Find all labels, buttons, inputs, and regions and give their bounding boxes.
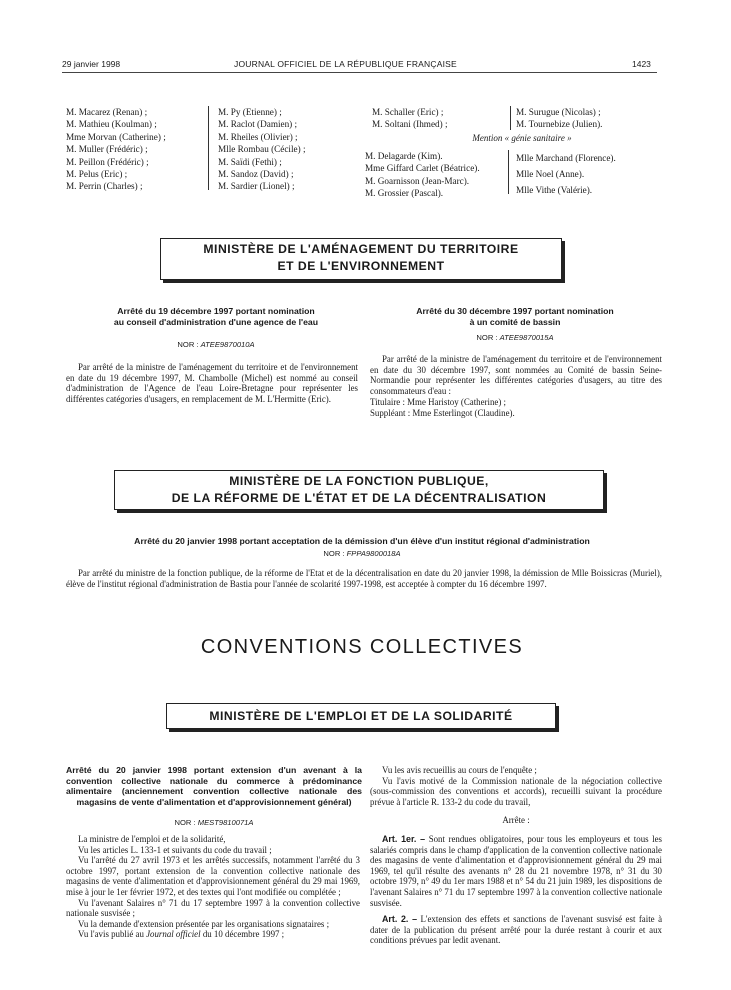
ministere-title-line2: DE LA RÉFORME DE L'ÉTAT ET DE LA DÉCENTRALISATION: [171, 491, 547, 505]
names-column-1: [66, 106, 166, 193]
paragraph: Vu l'arrêté du 27 avril 1973 et les arrêtés successifs, notamment l'arrêté du 3 octobre 1997, portant extension de la convention collective nationale des magasins de vente d'alimentation et d'approvisionnement général du 29 mai 1969, mise à jour le 1er février 1972, et des textes qui l'ont modifiée ou complétée ;: [66, 855, 360, 897]
list-item: M. Saïdi (Fethi) ;: [218, 156, 282, 167]
arrete-2-title: [370, 306, 660, 327]
list-item: M. Grossier (Pascal).: [365, 188, 444, 199]
list-item: M. Tournebize (Julien).: [516, 119, 603, 130]
arrete-1-title: [66, 306, 366, 327]
ministere-title-line2: ET DE L'ENVIRONNEMENT: [277, 259, 445, 273]
list-item: M. Pelus (Eric) ;: [66, 169, 128, 180]
nor-code: ATEE9870015A: [499, 333, 554, 342]
list-item: M. Raclot (Damien) ;: [218, 119, 298, 130]
list-item: M. Muller (Frédéric) ;: [66, 144, 148, 155]
list-item: M. Schaller (Eric) ;: [372, 107, 444, 117]
paragraph: Vu l'avenant Salaires n° 71 du 17 septembre 1997 à la convention collective nationale susvisée ;: [66, 897, 360, 919]
suppleant-line: Suppléant : Mme Esterlingot (Claudine).: [370, 407, 515, 418]
paragraph: Par arrêté du ministre de la fonction publique, de la réforme de l'Etat et de la décentralisation en date du 20 janvier 1998, la démission de Mlle Boissicras (Muriel), élève de l'institut régional d'administration de Bastia pour l'année de scolarité 1997-1998, est acceptée à compter du 16 décembre 1997.: [66, 568, 662, 589]
list-item: Mlle Vithe (Valérie).: [516, 185, 593, 195]
arrete-word: Arrête :: [502, 815, 530, 826]
list-item: M. Soltani (Ihmed) ;: [372, 119, 448, 130]
list-item: Mlle Rombau (Cécile) ;: [218, 144, 306, 155]
page-date: 29 janvier 1998: [62, 59, 121, 69]
arrete-title-line: au conseil d'administration d'une agence de l'eau: [113, 316, 319, 327]
nor-code: FPPA9800018A: [346, 549, 401, 558]
header-rule: [62, 72, 657, 73]
arrete-4-visas-left: [66, 834, 360, 940]
paragraph: Vu les avis recueillis au cours de l'enquête ;: [382, 765, 537, 775]
journal-title: JOURNAL OFFICIEL DE LA RÉPUBLIQUE FRANÇAISE: [234, 59, 457, 69]
list-item: Mme Morvan (Catherine) ;: [66, 131, 166, 142]
article-text: Sont rendues obligatoires, pour tous les employeurs et tous les salariés compris dans le champ d'application de la convention collective nationale des magasins de vente d'alimentation et d'approvisionnement général du 29 mai 1969, tel qu'il résulte des avenants n° 28 du 21 novembre 1978, n° 31 du 30 octobre 1979, n° 49 du 1er mars 1988 et n° 54 du 21 juin 1989, les dispositions de l'avenant Salaires n° 71 du 17 septembre 1997 à la convention collective nationale susvisée.: [370, 833, 663, 908]
arrete-1-text: [66, 362, 358, 404]
names-column-2: [218, 106, 306, 193]
ministere-fonction-publique-box: [114, 470, 604, 510]
names-column-3b: [365, 150, 480, 200]
paragraph: Vu la demande d'extension présentée par les organisations signataires ;: [78, 918, 330, 929]
paragraph: Vu l'avis motivé de la Commission nationale de la négociation collective (sous-commission des conventions et accords), recueilli suivant la procédure prévue à l'article R. 133-2 du code du travail,: [370, 775, 662, 807]
names-column-4a: [516, 106, 602, 131]
titulaire-line: Titulaire : Mme Haristoy (Catherine) ;: [370, 397, 506, 408]
page-number: 1423: [632, 59, 651, 69]
paragraph: Par arrêté de la ministre de l'aménagement du territoire et de l'environnement en date du 19 décembre 1997, M. Chambolle (Michel) est nommé au conseil d'administration de l'Agence de l'eau Loire-Bretagne pour représenter les différentes catégories d'usagers, en remplacement de M. L'Hermitte (Eric).: [66, 362, 358, 404]
list-item: M. Macarez (Renan) ;: [66, 107, 148, 117]
text-run: Vu l'avis publié au: [78, 929, 144, 940]
list-item: Mme Giffard Carlet (Béatrice).: [365, 163, 480, 174]
list-item: M. Mathieu (Koulman) ;: [66, 119, 157, 130]
list-item: M. Perrin (Charles) ;: [66, 181, 143, 192]
paragraph: [66, 929, 360, 940]
arrete-2-text: [370, 354, 662, 419]
arrete-4-nor: [66, 818, 362, 827]
arrete-2-nor: [370, 333, 660, 342]
list-item: M. Py (Etienne) ;: [218, 107, 282, 117]
article-2: [370, 914, 662, 946]
nor-label: NOR :: [174, 818, 196, 827]
nor-code: MEST9810071A: [197, 818, 254, 827]
article-text: L'extension des effets et sanctions de l'avenant susvisé est faite à dater de la publication du présent arrêté pour la durée restant à courir et aux conditions prévues par ledit avenant.: [370, 914, 663, 946]
section-title: CONVENTIONS COLLECTIVES: [200, 636, 524, 658]
article-label: Art. 1er. –: [382, 833, 426, 844]
column-divider: [510, 106, 511, 130]
arrete-title-line: à un comité de bassin: [469, 316, 561, 327]
list-item: M. Peillon (Frédéric) ;: [66, 156, 149, 167]
column-divider: [208, 106, 209, 190]
list-item: M. Rheiles (Olivier) ;: [218, 131, 298, 142]
arrete-3-nor: [62, 549, 662, 558]
arrete-title-line: Arrêté du 30 décembre 1997 portant nomination: [416, 306, 614, 316]
arrete-4-title: Arrêté du 20 janvier 1998 portant extension d'un avenant à la convention collective nationale du commerce à prédominance alimentaire (anciennement convention collective nationale des magasins de vente d'alimentation et d'approvisionnement général): [66, 765, 362, 807]
nor-label: NOR :: [177, 340, 199, 349]
nor-label: NOR :: [323, 549, 345, 558]
list-item: Mlle Marchand (Florence).: [516, 153, 616, 163]
paragraph: La ministre de l'emploi et de la solidarité,: [78, 834, 226, 844]
nor-label: NOR :: [476, 333, 498, 342]
list-item: Mlle Noel (Anne).: [516, 169, 585, 179]
article-1: [370, 834, 662, 908]
ministere-title-line1: MINISTÈRE DE L'EMPLOI ET DE LA SOLIDARITÉ: [209, 709, 513, 723]
list-item: M. Surugue (Nicolas) ;: [516, 107, 601, 117]
journal-reference: Journal officiel: [146, 929, 201, 940]
nor-code: ATEE9870010A: [200, 340, 255, 349]
paragraph: Vu les articles L. 133-1 et suivants du code du travail ;: [78, 844, 272, 855]
ministere-title-line1: MINISTÈRE DE L'AMÉNAGEMENT DU TERRITOIRE: [203, 242, 519, 256]
arrete-3-title: Arrêté du 20 janvier 1998 portant acceptation de la démission d'un élève d'un institut régional d'administration: [134, 536, 590, 546]
paragraph: Par arrêté de la ministre de l'aménagement du territoire et de l'environnement en date du 30 décembre 1997, sont nommées au Comité de bassin Seine-Normandie pour représenter les différentes catégories d'usagers, au titre des consommateurs d'eau :: [370, 354, 662, 396]
list-item: M. Sandoz (David) ;: [218, 169, 294, 180]
ministere-environnement-box: [160, 238, 562, 280]
arrete-1-nor: [66, 340, 366, 349]
names-column-3a: [372, 106, 448, 131]
arrete-title-line: Arrêté du 19 décembre 1997 portant nomination: [117, 306, 315, 316]
text-run: du 10 décembre 1997 ;: [202, 929, 285, 940]
ministere-title-line1: MINISTÈRE DE LA FONCTION PUBLIQUE,: [229, 474, 489, 488]
list-item: M. Sardier (Lionel) ;: [218, 181, 295, 192]
arrete-4-visas-right: [370, 765, 662, 946]
arrete-3-text: [66, 568, 662, 589]
column-divider: [508, 150, 509, 194]
names-column-4b: [516, 150, 616, 198]
ministere-emploi-box: [166, 703, 556, 729]
list-item: M. Goarnisson (Jean-Marc).: [365, 175, 470, 186]
article-label: Art. 2. –: [382, 914, 418, 925]
list-item: M. Delagarde (Kim).: [365, 151, 443, 161]
mention-heading: Mention « génie sanitaire »: [472, 133, 572, 143]
